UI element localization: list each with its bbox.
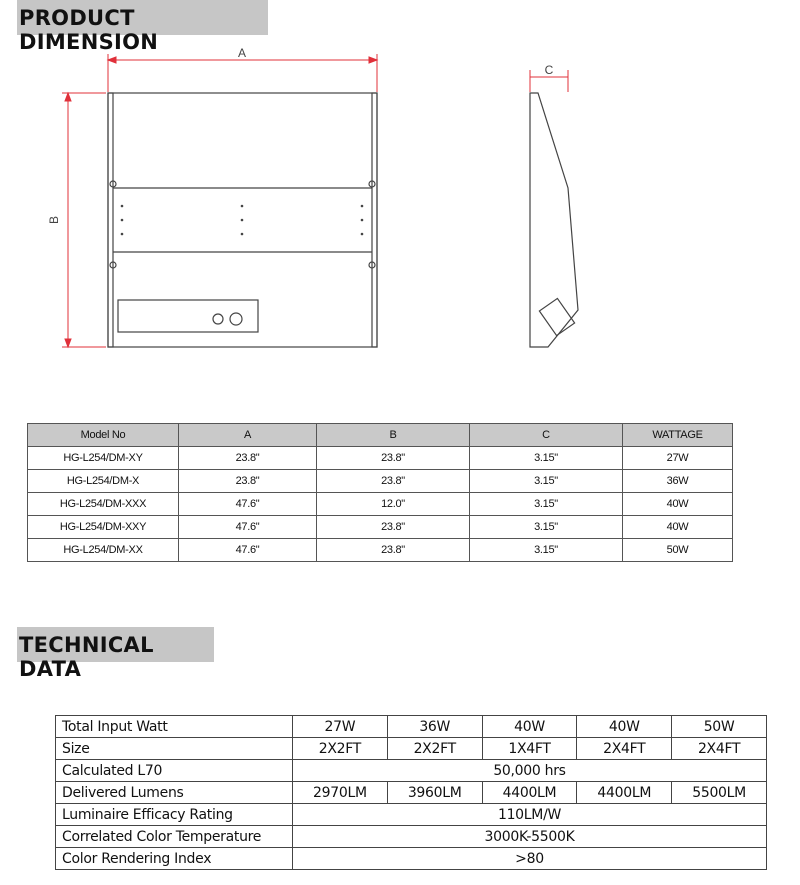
- cell: 36W: [387, 716, 482, 738]
- cell: 2X4FT: [577, 738, 672, 760]
- cell: 2970LM: [293, 782, 388, 804]
- cell: 2X2FT: [387, 738, 482, 760]
- cell: 40W: [577, 716, 672, 738]
- table-row: [28, 447, 733, 470]
- table-cell: 27W: [623, 447, 733, 470]
- cell: 40W: [482, 716, 577, 738]
- table-cell: HG-L254/DM-XXX: [28, 493, 179, 516]
- product-dimension-heading: PRODUCT DIMENSION: [17, 0, 268, 35]
- table-cell: HG-L254/DM-X: [28, 470, 179, 493]
- side-view: [530, 93, 578, 347]
- cell: 50W: [672, 716, 767, 738]
- cell: 5500LM: [672, 782, 767, 804]
- table-cell: 23.8": [317, 470, 470, 493]
- cell: 2X2FT: [293, 738, 388, 760]
- cell: 110LM/W: [293, 804, 767, 826]
- dimension-lines: [62, 54, 568, 347]
- row-label: Calculated L70: [56, 760, 293, 782]
- cell: >80: [293, 848, 767, 870]
- mounting-dots: [121, 205, 364, 236]
- cell: 4400LM: [482, 782, 577, 804]
- col-header: C: [470, 424, 623, 447]
- table-row: [56, 848, 767, 870]
- table-row: [28, 516, 733, 539]
- table-cell: 40W: [623, 516, 733, 539]
- row-label: Luminaire Efficacy Rating: [56, 804, 293, 826]
- table-cell: 23.8": [179, 470, 317, 493]
- table-cell: HG-L254/DM-XY: [28, 447, 179, 470]
- table-row: [56, 738, 767, 760]
- label-b: B: [47, 215, 61, 225]
- table-cell: 23.8": [317, 447, 470, 470]
- table-cell: 3.15": [470, 447, 623, 470]
- table-cell: 12.0": [317, 493, 470, 516]
- table-row: [56, 782, 767, 804]
- col-header: B: [317, 424, 470, 447]
- cell: 2X4FT: [672, 738, 767, 760]
- table-row: [28, 470, 733, 493]
- row-label: Delivered Lumens: [56, 782, 293, 804]
- table-cell: 3.15": [470, 493, 623, 516]
- cell: 4400LM: [577, 782, 672, 804]
- table-row: [28, 539, 733, 562]
- table-cell: 3.15": [470, 470, 623, 493]
- cell: 3960LM: [387, 782, 482, 804]
- table-cell: 47.6": [179, 493, 317, 516]
- table-header-row: [28, 424, 733, 447]
- row-label: Correlated Color Temperature: [56, 826, 293, 848]
- table-cell: 23.8": [317, 516, 470, 539]
- dimension-table: [27, 423, 733, 562]
- table-cell: HG-L254/DM-XXY: [28, 516, 179, 539]
- table-row: [56, 804, 767, 826]
- row-label: Size: [56, 738, 293, 760]
- col-header: Model No: [28, 424, 179, 447]
- table-row: [56, 760, 767, 782]
- cell: 50,000 hrs: [293, 760, 767, 782]
- cell: 27W: [293, 716, 388, 738]
- row-label: Color Rendering Index: [56, 848, 293, 870]
- table-cell: 47.6": [179, 516, 317, 539]
- label-a: A: [237, 46, 247, 60]
- table-row: [28, 493, 733, 516]
- row-label: Total Input Watt: [56, 716, 293, 738]
- table-cell: 40W: [623, 493, 733, 516]
- table-cell: 36W: [623, 470, 733, 493]
- product-dimension-drawing: [0, 40, 800, 360]
- table-cell: 23.8": [179, 447, 317, 470]
- cell: 1X4FT: [482, 738, 577, 760]
- table-cell: 47.6": [179, 539, 317, 562]
- technical-data-heading: TECHNICAL DATA: [17, 627, 214, 662]
- table-cell: 50W: [623, 539, 733, 562]
- col-header: A: [179, 424, 317, 447]
- technical-data-table: [55, 715, 767, 870]
- table-row: [56, 716, 767, 738]
- table-cell: 23.8": [317, 539, 470, 562]
- label-c: C: [544, 63, 554, 77]
- table-cell: 3.15": [470, 539, 623, 562]
- table-row: [56, 826, 767, 848]
- table-cell: 3.15": [470, 516, 623, 539]
- cell: 3000K-5500K: [293, 826, 767, 848]
- col-header: WATTAGE: [623, 424, 733, 447]
- table-cell: HG-L254/DM-XX: [28, 539, 179, 562]
